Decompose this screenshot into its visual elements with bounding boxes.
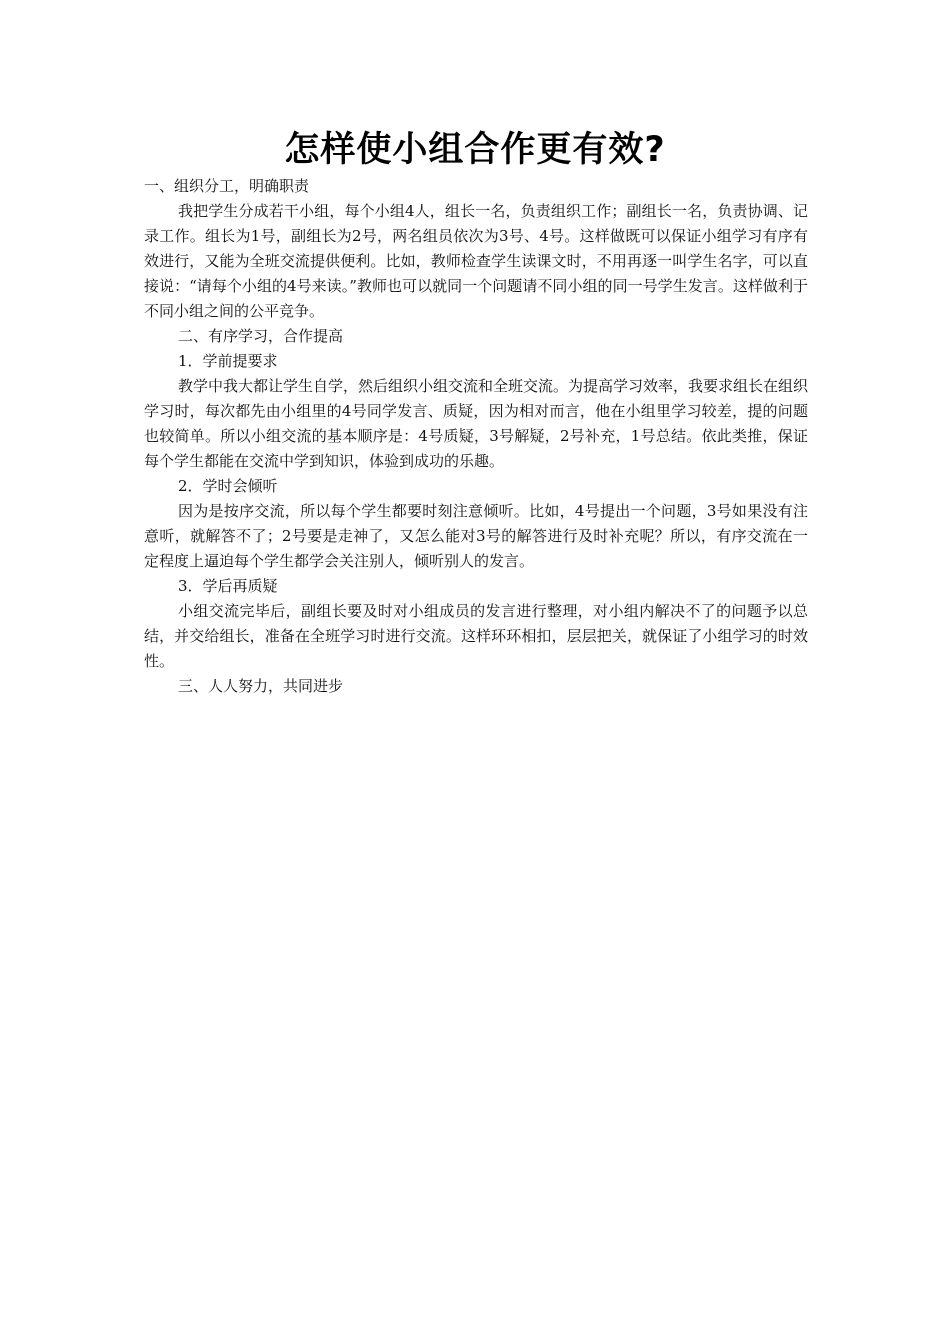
body-paragraph-2: 教学中我大都让学生自学，然后组织小组交流和全班交流。为提高学习效率，我要求组长在组织学习时，每次都先由小组里的4号同学发言、质疑，因为相对而言，他在小组里学习较差，提的问题也较简单。所以小组交流的基本顺序是：4号质疑，3号解疑，2号补充，1号总结。依此类推，保证每个学生都能在交流中学到知识，体验到成功的乐趣。 — [144, 377, 809, 470]
subheading-2: 2．学时会倾听 — [178, 477, 278, 495]
section-heading-3: 三、人人努力，共同进步 — [178, 677, 344, 695]
subheading-3: 3．学后再质疑 — [178, 577, 278, 595]
section-heading-1: 一、组织分工，明确职责 — [144, 177, 310, 195]
section-heading-2: 二、有序学习，合作提高 — [178, 327, 344, 345]
body-paragraph-3: 因为是按序交流，所以每个学生都要时刻注意倾听。比如，4号提出一个问题，3号如果没有注意听，就解答不了；2号要是走神了，又怎么能对3号的解答进行及时补充呢？所以，有序交流在一定程度上逼迫每个学生都学会关注别人，倾听别人的发言。 — [144, 502, 808, 570]
document-body — [144, 174, 808, 699]
document-title: 怎样使小组合作更有效? — [284, 130, 666, 170]
body-paragraph-1: 我把学生分成若干小组，每个小组4人，组长一名，负责组织工作；副组长一名，负责协调、记录工作。组长为1号，副组长为2号，两名组员依次为3号、4号。这样做既可以保证小组学习有序有效进行，又能为全班交流提供便利。比如，教师检查学生读课文时，不用再逐一叫学生名字，可以直接说：“请每个小组的4号来读。”教师也可以就同一个问题请不同小组的同一号学生发言。这样做利于不同小组之间的公平竞争。 — [144, 202, 808, 320]
subheading-1: 1．学前提要求 — [178, 352, 278, 370]
body-paragraph-4: 小组交流完毕后，副组长要及时对小组成员的发言进行整理，对小组内解决不了的问题予以总结，并交给组长，准备在全班学习时进行交流。这样环环相扣，层层把关，就保证了小组学习的时效性。 — [144, 602, 808, 670]
